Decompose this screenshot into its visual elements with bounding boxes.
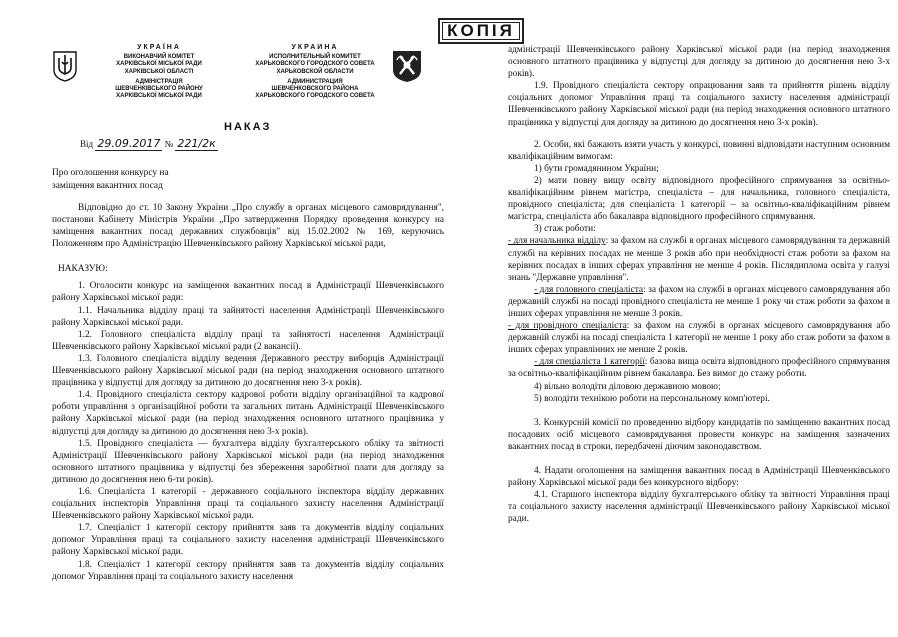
copy-stamp: КОПІЯ: [438, 18, 524, 44]
ru-line-4: АДМИНИСТРАЦИЯ: [287, 78, 343, 85]
experience-head-label: - для начальника відділу: [508, 236, 606, 247]
ru-line-6: ХАРЬКОВСКОГО ГОРОДСКОГО СОВЕТА: [255, 93, 375, 100]
experience-chief: [508, 284, 890, 320]
letterhead-russian: [240, 44, 390, 100]
clause-1-8-continued: адміністрації Шевченківського району Харківської міської ради (на період знаходження основного штатного працівника у відпустці для догляду за дитиною до досягнення нею 3-х років).: [508, 45, 890, 80]
country-ua: УКРАЇНА: [137, 44, 181, 51]
clause-1-3: 1.3. Головного спеціаліста відділу ведення Державного реєстру виборців Адміністрації Шевченківського району Харківської міської ради (на період знаходження основного штатного працівника у відпустці для догляду за дитиною до досягнення нею 3-х років).: [52, 353, 444, 389]
order-date: 29.09.2017: [97, 137, 161, 150]
order-subject: [52, 167, 232, 192]
clause-1-6: 1.6. Спеціаліста 1 категорії - державного соціального інспектора відділу державних соціальних інспекторів Управління праці та соціального захисту населення Адміністрації Шевченківського району Харківської міської ради.: [52, 486, 444, 522]
experience-head-text: : за фахом на службі в органах місцевого самоврядування та державній службі на керівних посадах не менше 3 років або при необхідності стаж роботи за фахом на керівних посадах в інших сферах управління не менше 4 років. Післядиплома освіта у галузі знань "Державне управління".: [508, 236, 890, 283]
requirement-2: 2) мати повну вищу освіту відповідного професійного спрямування за освітньо-кваліфікаційним рівнем магістра, спеціаліста – для начальника, головного спеціаліста, провідного спеціаліста; для спеціаліста 1 категорії – за освітньо-кваліфікаційним рівнем магістра, спеціаліста або бакалавра відповідного професійного спрямування.: [508, 175, 890, 223]
clause-1-2: 1.2. Головного спеціаліста відділу праці та зайнятості населення Адміністрації Шевченківського району Харківської міської ради (2 вакансії).: [52, 329, 444, 352]
clause-1-9: 1.9. Провідного спеціаліста сектору опрацювання заяв та прийняття рішень відділу соціальних допомог Управління праці та соціального захисту населення адміністрації Шевченківського району Харківської міської ради (на період знаходження основного штатного працівника у відпустці для догляду за дитиною до досягнення нею 3-х років).: [508, 81, 890, 128]
date-prefix: Від: [80, 139, 94, 149]
ua-line-1: ВИКОНАВЧИЙ КОМІТЕТ: [123, 54, 195, 61]
letterhead: [52, 44, 444, 114]
requirement-5: 5) володіти технікою роботи на персональному комп'ютері.: [534, 393, 770, 404]
experience-lead: [508, 320, 890, 356]
requirement-4: 4) вільно володіти діловою державною мовою;: [534, 381, 721, 392]
left-body: [52, 202, 444, 583]
clause-1-5: 1.5. Провідного спеціаліста — бухгалтера відділу бухгалтерського обліку та звітності Адміністрації Шевченківського району Харківської міської ради (на період знаходження основного штатного працівника у відпустці без збереження заробітної плати для догляду за дитиною до досягнення нею 6-ти років).: [52, 438, 444, 485]
number-prefix: №: [164, 139, 174, 149]
ru-line-5: ШЕВЧЕНКОВСКОГО РАЙОНА: [271, 86, 359, 93]
order-number: 221/2к: [177, 137, 216, 150]
clause-3: 3. Конкурсній комісії по проведенню відбору кандидатів по заміщенню вакантних посад посадових осіб місцевого самоврядування провести конкурс на заміщення зазначених вакантних посад в строки, передбачені діючим законодавством.: [508, 417, 890, 452]
ua-line-4: АДМІНІСТРАЦІЯ: [135, 78, 183, 85]
experience-lead-text: : за фахом на службі в органах місцевого самоврядування або державній службі на посаді спеціаліста 1 категорії не менше 1 року або стаж роботи за фахом в інших сферах управлінних не менше 2 років.: [508, 321, 890, 356]
ua-line-2: ХАРКІВСЬКОЇ МІСЬКОЇ РАДИ: [116, 61, 202, 68]
kharkiv-coat-of-arms-icon: [390, 48, 424, 84]
letterhead-ukrainian: [94, 44, 224, 100]
clause-1-8: 1.8. Спеціаліст 1 категорії сектору прийняття заяв та документів відділу соціальних допомог Управління праці та соціального захисту населення: [52, 559, 444, 582]
requirement-1: 1) бути громадянином України;: [534, 163, 659, 174]
experience-head: [508, 235, 890, 283]
preamble: Відповідно до ст. 10 Закону України „Про службу в органах місцевого самоврядування", постанови Кабінету Міністрів України „Про затвердження Порядку проведення конкурсу на заміщення вакантних посад державних службовців" від 15.02.2002 № 169, керуючись Положенням про Адміністрацію Шевченківського району Харківської міської ради,: [52, 203, 444, 250]
ua-line-5: ШЕВЧЕНКІВСЬКОГО РАЙОНУ: [115, 86, 203, 93]
ru-line-1: ИСПОЛНИТЕЛЬНЫЙ КОМИТЕТ: [269, 54, 361, 61]
requirement-3: 3) стаж роботи:: [534, 224, 596, 235]
clause-4: 4. Надати оголошення на заміщення вакантних посад в Адміністрації Шевченківського району Харківської міської ради без конкурсного відбору:: [508, 466, 890, 489]
ru-line-3: ХАРЬКОВСКОЙ ОБЛАСТИ: [276, 68, 354, 75]
clause-2: 2. Особи, які бажають взяти участь у конкурсі, повинні відповідати наступним основним кваліфікаційним вимогам:: [508, 139, 890, 162]
experience-cat1-label: - для спеціаліста 1 категорії: [534, 357, 645, 368]
clause-1-4: 1.4. Провідного спеціаліста сектору кадрової роботи відділу організаційної та кадрової роботи управління з організаційної роботи та загальних питань Адміністрації Шевченківського району Харківської міської ради (на період знаходження основного штатного працівника у відпустці для догляду за дитиною до досягнення нею 3-х років).: [52, 390, 444, 437]
ua-line-6: ХАРКІВСЬКОЇ МІСЬКОЇ РАДИ: [116, 93, 202, 100]
experience-lead-label: - для провідного спеціаліста: [508, 321, 627, 332]
experience-cat1-text: : базова вища освіта відповідного професійного спрямування за освітньо-кваліфікаційним рівнем бакалавра. Без вимог до стажу роботи.: [508, 357, 890, 380]
ru-line-2: ХАРЬКОВСКОГО ГОРОДСКОГО СОВЕТА: [255, 61, 375, 68]
ua-line-3: ХАРКІВСЬКОЇ ОБЛАСТІ: [124, 68, 194, 75]
date-line: [80, 137, 218, 150]
left-column: [52, 44, 444, 582]
experience-cat1: [508, 356, 890, 380]
trident-emblem-icon: [52, 50, 78, 82]
clause-1: 1. Оголосити конкурс на заміщення вакантних посад в Адміністрації Шевченківського району Харківської міської ради:: [52, 281, 444, 304]
experience-chief-label: - для головного спеціаліста: [534, 284, 644, 295]
document-type: НАКАЗ: [224, 121, 272, 133]
subject-line-2: заміщення вакантних посад: [52, 180, 163, 191]
clause-4-1: 4.1. Старшого інспектора відділу бухгалтерського обліку та звітності Управління праці та соціального захисту населення адміністрації Шевченківського району Харківської міської ради.: [508, 490, 890, 525]
country-ru: УКРАИНА: [291, 44, 339, 51]
clause-1-1: 1.1. Начальника відділу праці та зайнятості населення Адміністрації Шевченківського району Харківської міської ради.: [52, 305, 444, 328]
clause-1-7: 1.7. Спеціаліст 1 категорії сектору прийняття заяв та документів відділу соціальних допомог Управління праці та соціального захисту населення адміністрації Шевченківського району Харківської міської ради.: [52, 523, 444, 558]
right-column: [508, 44, 890, 525]
subject-line-1: Про оголошення конкурсу на: [52, 168, 169, 178]
experience-chief-text: : за фахом на службі в органах місцевого самоврядування або державній службі на посаді провідного спеціаліста не менше 1 року чи стаж роботи за фахом в інших сферах управління не менше 3 років.: [508, 284, 890, 319]
order-word: НАКАЗУЮ:: [58, 264, 108, 275]
